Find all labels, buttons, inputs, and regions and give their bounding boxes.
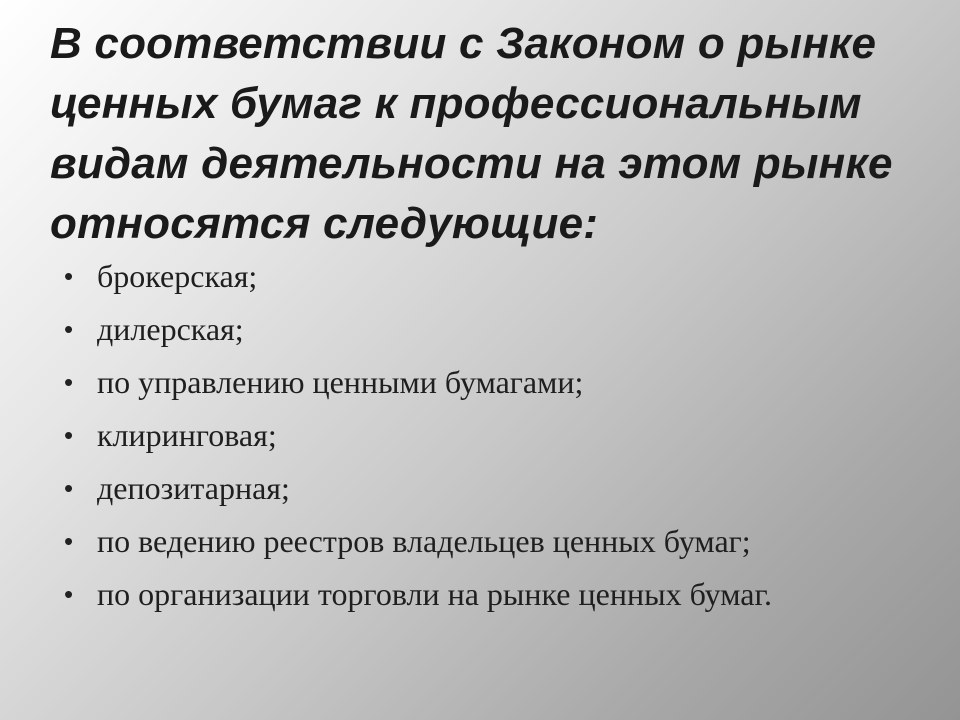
title-line-4: относятся следующие: bbox=[50, 199, 599, 248]
title-line-2: ценных бумаг к профессиональным bbox=[50, 79, 862, 128]
title-line-1: В соответствии с Законом о рынке bbox=[50, 19, 877, 68]
list-item bbox=[60, 462, 940, 515]
list-item-label: по управлению ценными бумагами; bbox=[97, 364, 584, 400]
list-item bbox=[60, 303, 940, 356]
bullet-icon: • bbox=[64, 314, 74, 344]
list-item-label: по ведению реестров владельцев ценных бумаг; bbox=[97, 523, 751, 559]
list-item-label: дилерская; bbox=[97, 311, 244, 347]
bullet-icon: • bbox=[64, 579, 74, 609]
bullet-icon: • bbox=[64, 261, 74, 291]
bullet-icon: • bbox=[64, 420, 74, 450]
list-item bbox=[60, 515, 940, 568]
bullet-icon: • bbox=[64, 473, 74, 503]
bullet-list bbox=[60, 250, 940, 621]
list-item-label: депозитарная; bbox=[97, 470, 290, 506]
list-item bbox=[60, 356, 940, 409]
bullet-icon: • bbox=[64, 367, 74, 397]
list-item bbox=[60, 250, 940, 303]
list-item-label: по организации торговли на рынке ценных бумаг. bbox=[97, 576, 772, 612]
title-line-3: видам деятельности на этом рынке bbox=[50, 139, 893, 188]
list-item-label: клиринговая; bbox=[97, 417, 277, 453]
list-item bbox=[60, 568, 940, 621]
list-item bbox=[60, 409, 940, 462]
bullet-icon: • bbox=[64, 526, 74, 556]
slide-title bbox=[50, 14, 910, 254]
list-item-label: брокерская; bbox=[97, 258, 258, 294]
